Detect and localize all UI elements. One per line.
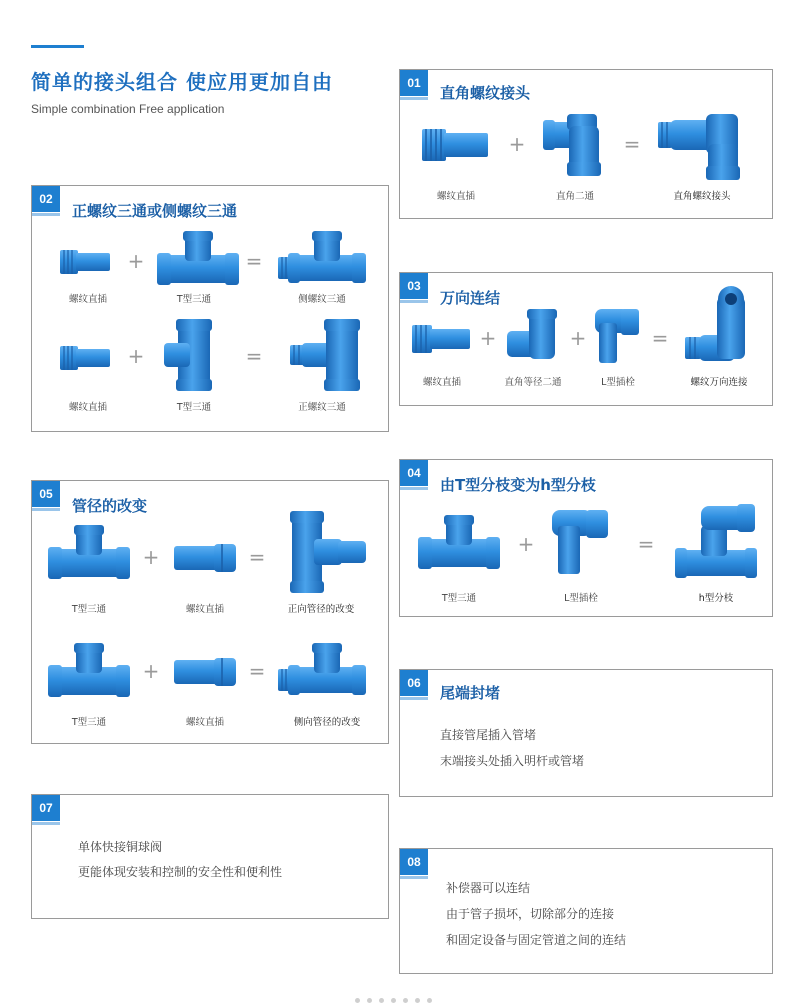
caption: 螺纹直插: [185, 717, 225, 728]
panel-05: [31, 480, 389, 744]
badge-06: 06: [400, 670, 428, 696]
caption: h型分枝: [698, 593, 734, 604]
thread-straight-icon: [60, 343, 112, 373]
caption: 螺纹直插: [436, 191, 476, 202]
text-line: 补偿器可以连结: [446, 881, 531, 895]
caption: T型三通: [176, 294, 212, 305]
front-thread-tee-icon: [290, 319, 362, 391]
plus-sign: +: [517, 532, 535, 556]
caption: 螺纹直插: [185, 604, 225, 615]
plus-sign: +: [508, 132, 526, 156]
text-line: 更能体现安装和控制的安全性和便利性: [78, 865, 283, 879]
panel-07: [31, 794, 389, 919]
elbow-icon: [543, 114, 605, 178]
panel-02-title: 正螺纹三通或侧螺纹三通: [72, 202, 238, 220]
caption: 直角二通: [555, 191, 595, 202]
thread-straight-icon: [60, 247, 112, 277]
caption: 直角螺纹接头: [673, 191, 731, 202]
caption: 侧向管径的改变: [293, 717, 361, 728]
caption: T型三通: [71, 604, 107, 615]
swivel-joint-icon: [685, 287, 751, 363]
panel-04-title: 由T型分枝变为h型分枝: [440, 476, 596, 494]
panel-03: [399, 272, 773, 406]
equals-sign: =: [637, 532, 655, 556]
caption: T型三通: [71, 717, 107, 728]
equals-sign: =: [245, 344, 263, 368]
panel-06: [399, 669, 773, 797]
equals-sign: =: [623, 132, 641, 156]
thread-straight-icon: [422, 123, 490, 165]
plus-sign: +: [569, 326, 587, 350]
plus-sign: +: [142, 545, 160, 569]
caption: 直角等径二通: [504, 377, 562, 388]
equals-sign: =: [248, 545, 266, 569]
panel-04: [399, 459, 773, 617]
badge-08: 08: [400, 849, 428, 875]
reducer-tee-icon: [286, 511, 366, 593]
equals-sign: =: [245, 249, 263, 273]
text-line: 单体快接铜球阀: [78, 840, 163, 854]
caption: 侧螺纹三通: [298, 294, 346, 305]
badge-07: 07: [32, 795, 60, 821]
text-line: 和固定设备与固定管道之间的连结: [446, 933, 627, 947]
thread-straight-icon: [412, 321, 472, 355]
caption: 正螺纹三通: [298, 402, 346, 413]
reducer-tee-side-icon: [278, 643, 376, 697]
panel-02: [31, 185, 389, 432]
caption: 螺纹万向连接: [690, 377, 748, 388]
text-line: 由于管子损坏，切除部分的连接: [446, 907, 615, 921]
panel-06-title: 尾端封堵: [440, 684, 501, 702]
tee-icon: [157, 231, 231, 281]
panel-03-title: 万向连结: [440, 289, 501, 307]
thread-straight-icon: [174, 658, 238, 686]
tee-icon: [418, 515, 500, 571]
caption: L型插栓: [601, 377, 635, 388]
tee-icon: [48, 643, 130, 697]
panel-05-title: 管径的改变: [72, 497, 148, 515]
equals-sign: =: [248, 659, 266, 683]
panel-08: [399, 848, 773, 974]
threaded-elbow-icon: [658, 114, 744, 180]
badge-04: 04: [400, 460, 428, 486]
h-branch-icon: [675, 504, 757, 578]
caption: 螺纹直插: [68, 294, 108, 305]
tee-vertical-icon: [164, 319, 224, 391]
caption: T型三通: [176, 402, 212, 413]
side-thread-tee-icon: [278, 231, 372, 281]
plus-sign: +: [479, 326, 497, 350]
badge-05: 05: [32, 481, 60, 507]
plus-sign: +: [127, 249, 145, 273]
caption: 正向管径的改变: [287, 604, 355, 615]
l-plug-icon: [595, 309, 641, 363]
caption: 螺纹直插: [422, 377, 462, 388]
panel-01-title: 直角螺纹接头: [440, 84, 531, 102]
caption: T型三通: [441, 593, 477, 604]
page-subtitle: Simple combination Free application: [31, 102, 225, 116]
caption: 螺纹直插: [68, 402, 108, 413]
page-title: 简单的接头组合 使应用更加自由: [31, 70, 333, 94]
tee-icon: [48, 525, 130, 579]
elbow-icon: [507, 309, 559, 363]
l-plug-icon: [552, 510, 610, 576]
badge-02: 02: [32, 186, 60, 212]
header-accent-bar: [31, 45, 84, 48]
equals-sign: =: [651, 326, 669, 350]
page-dots: [355, 998, 432, 1003]
plus-sign: +: [142, 659, 160, 683]
badge-01: 01: [400, 70, 428, 96]
text-line: 末端接头处插入明杆或管堵: [440, 754, 585, 768]
badge-03: 03: [400, 273, 428, 299]
text-line: 直接管尾插入管堵: [440, 728, 537, 742]
thread-straight-icon: [174, 544, 238, 572]
panel-01: [399, 69, 773, 219]
caption: L型插栓: [564, 593, 598, 604]
plus-sign: +: [127, 344, 145, 368]
